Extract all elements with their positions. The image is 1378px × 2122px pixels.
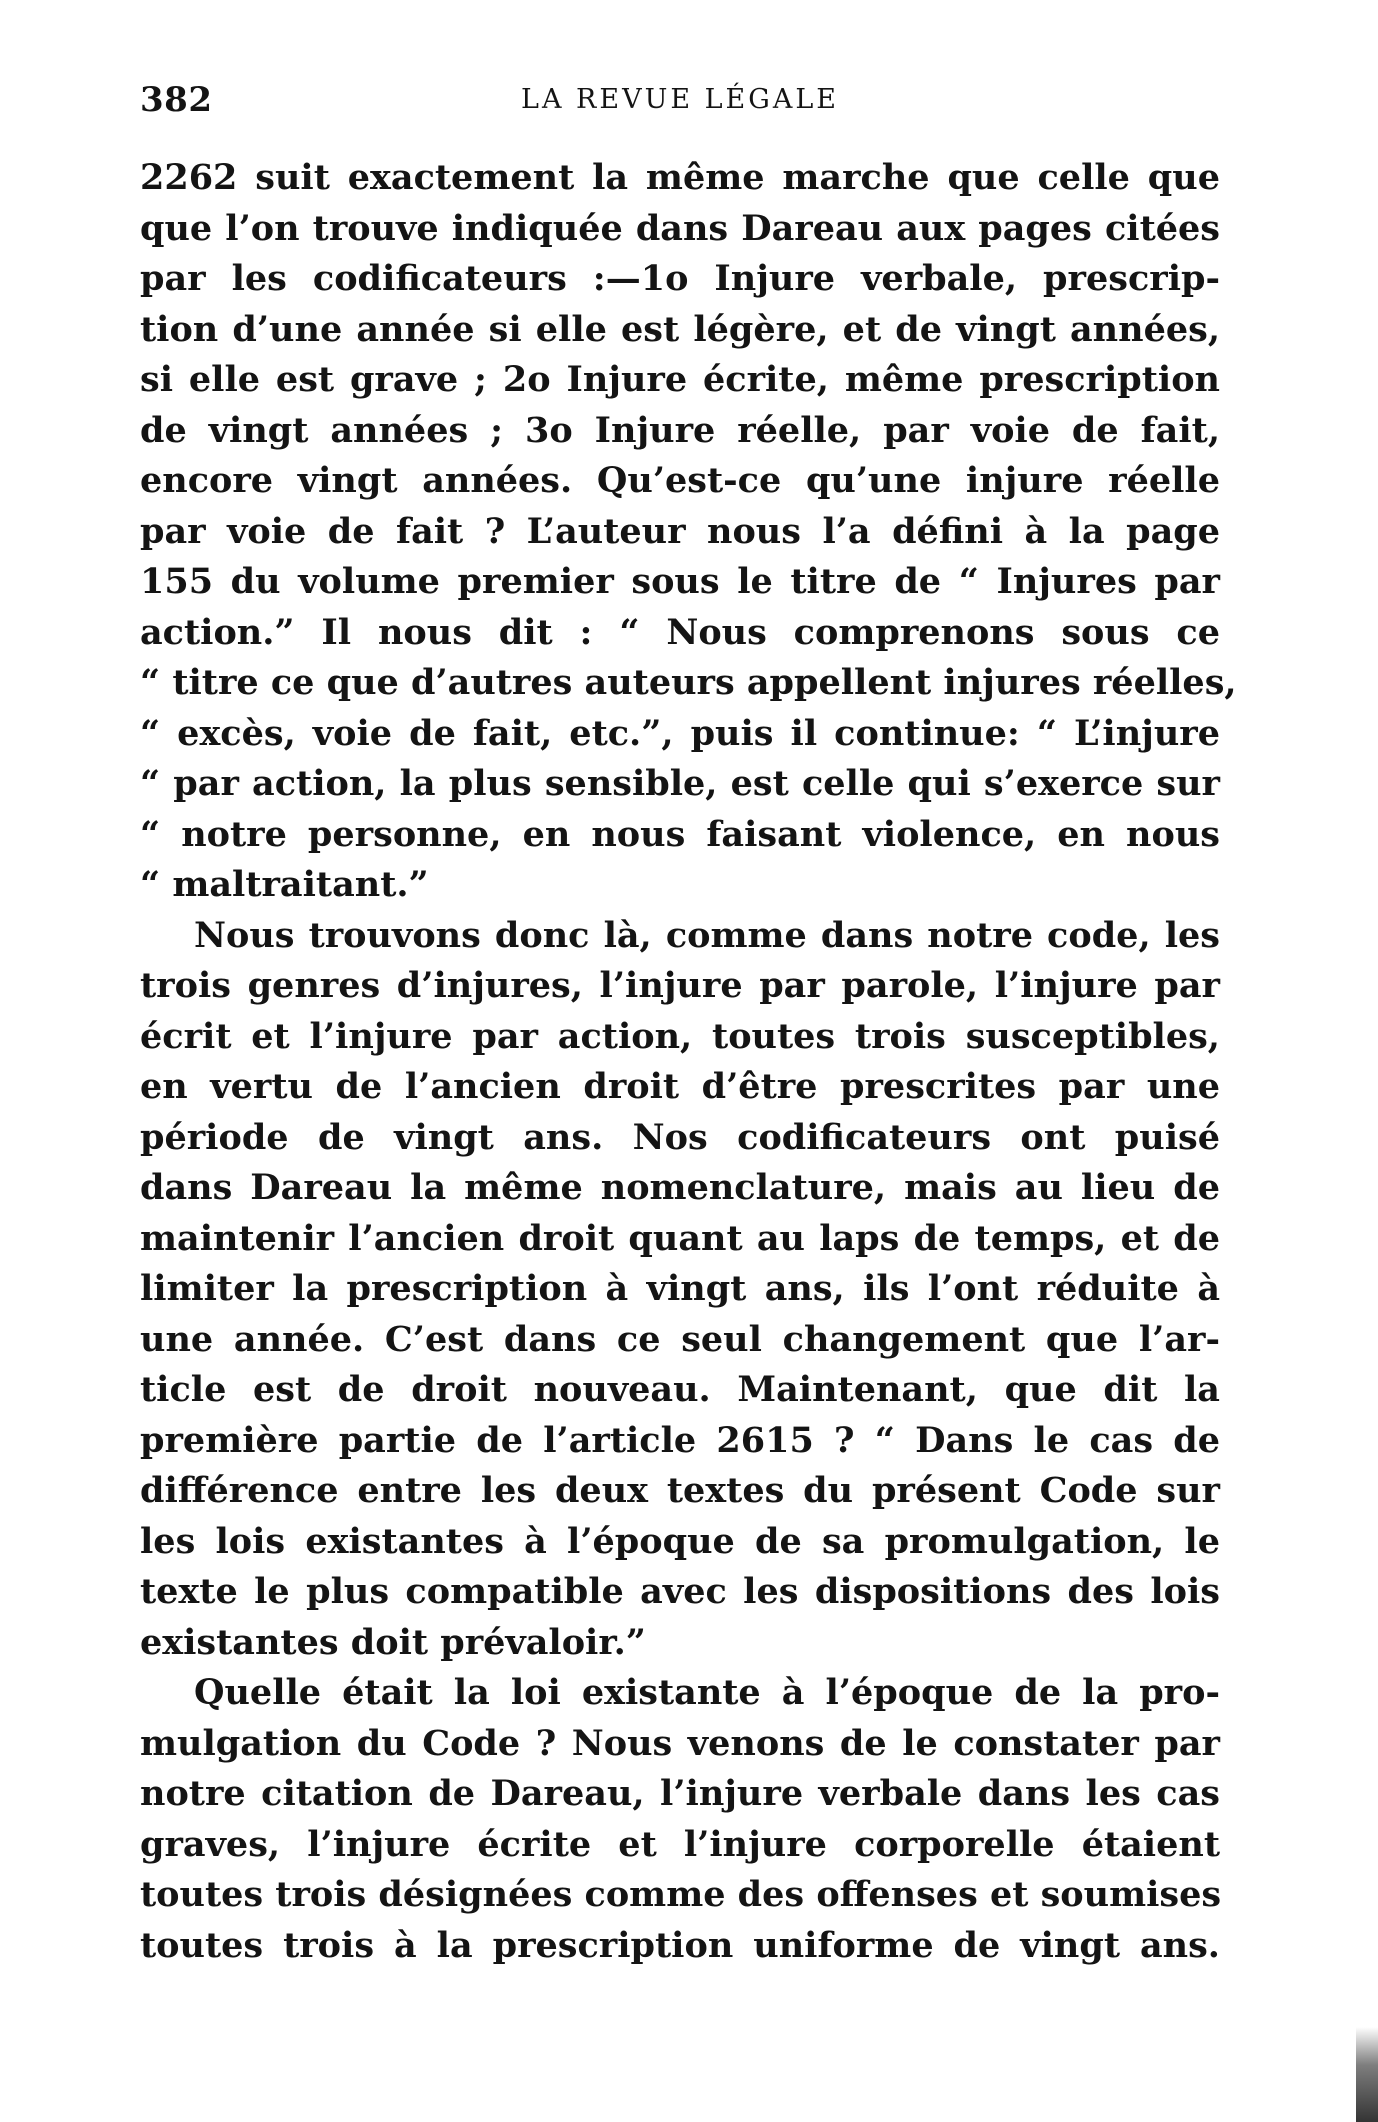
paragraph-2	[140, 911, 1220, 1669]
text-line: 2262 suit exactement la même marche que celle que	[140, 157, 1220, 198]
text-line: par les codificateurs :—1o Injure verbale, prescrip-	[140, 258, 1220, 299]
text-line: texte le plus compatible avec les dispositions des lois	[140, 1571, 1220, 1612]
text-line: “ par action, la plus sensible, est celle qui s’exerce sur	[140, 763, 1220, 804]
running-title: LA REVUE LÉGALE	[521, 84, 839, 115]
paragraph-1	[140, 153, 1237, 911]
text-line: 155 du volume premier sous le titre de “ Injures par	[140, 561, 1220, 602]
text-line: “ maltraitant.”	[140, 864, 429, 905]
text-line: existantes doit prévaloir.”	[140, 1621, 646, 1663]
text-line: différence entre les deux textes du présent Code sur	[140, 1470, 1220, 1511]
text-line: toutes trois désignées comme des offenses et soumises	[140, 1874, 1222, 1915]
text-line: action.” Il nous dit : “ Nous comprenons sous ce	[140, 611, 1220, 653]
body-text	[140, 153, 1237, 1971]
page-header	[140, 80, 1220, 140]
text-line: dans Dareau la même nomenclature, mais au lieu de	[140, 1167, 1220, 1208]
text-line: trois genres d’injures, l’injure par parole, l’injure par	[140, 965, 1220, 1006]
text-line: “ titre ce que d’autres auteurs appellent injures réelles,	[140, 662, 1237, 703]
text-line: première partie de l’article 2615 ? “ Dans le cas de	[140, 1419, 1220, 1461]
page-number: 382	[140, 80, 213, 120]
text-line: encore vingt années. Qu’est-ce qu’une injure réelle	[140, 460, 1220, 501]
text-line: les lois existantes à l’époque de sa promulgation, le	[140, 1520, 1220, 1562]
text-line: écrit et l’injure par action, toutes trois susceptibles,	[140, 1015, 1220, 1057]
text-line: par voie de fait ? L’auteur nous l’a défini à la page	[140, 510, 1220, 552]
text-line: si elle est grave ; 2o Injure écrite, même prescription	[140, 359, 1220, 400]
text-line: “ notre personne, en nous faisant violence, en nous	[140, 813, 1220, 855]
paragraph-3	[140, 1668, 1220, 1971]
text-line: en vertu de l’ancien droit d’être prescrites par une	[140, 1066, 1220, 1107]
text-line: que l’on trouve indiquée dans Dareau aux pages citées	[140, 207, 1220, 249]
text-line: Quelle était la loi existante à l’époque de la pro-	[194, 1672, 1220, 1713]
text-line: limiter la prescription à vingt ans, ils l’ont réduite à	[140, 1268, 1220, 1309]
text-line: période de vingt ans. Nos codificateurs ont puisé	[140, 1116, 1220, 1158]
text-line: mulgation du Code ? Nous venons de le constater par	[140, 1722, 1220, 1764]
text-line: notre citation de Dareau, l’injure verbale dans les cas	[140, 1773, 1220, 1814]
text-line: tion d’une année si elle est légère, et de vingt années,	[140, 308, 1220, 350]
text-line: toutes trois à la prescription uniforme de vingt ans.	[140, 1924, 1220, 1966]
text-line: graves, l’injure écrite et l’injure corporelle étaient	[140, 1823, 1220, 1865]
scan-edge-mark	[1356, 2027, 1378, 2122]
text-line: de vingt années ; 3o Injure réelle, par voie de fait,	[140, 409, 1220, 451]
text-line: Nous trouvons donc là, comme dans notre code, les	[194, 914, 1220, 956]
text-line: une année. C’est dans ce seul changement que l’ar-	[140, 1318, 1220, 1360]
text-line: “ excès, voie de fait, etc.”, puis il continue: “ L’injure	[140, 712, 1220, 754]
text-line: maintenir l’ancien droit quant au laps de temps, et de	[140, 1217, 1220, 1259]
text-line: ticle est de droit nouveau. Maintenant, que dit la	[140, 1369, 1220, 1410]
